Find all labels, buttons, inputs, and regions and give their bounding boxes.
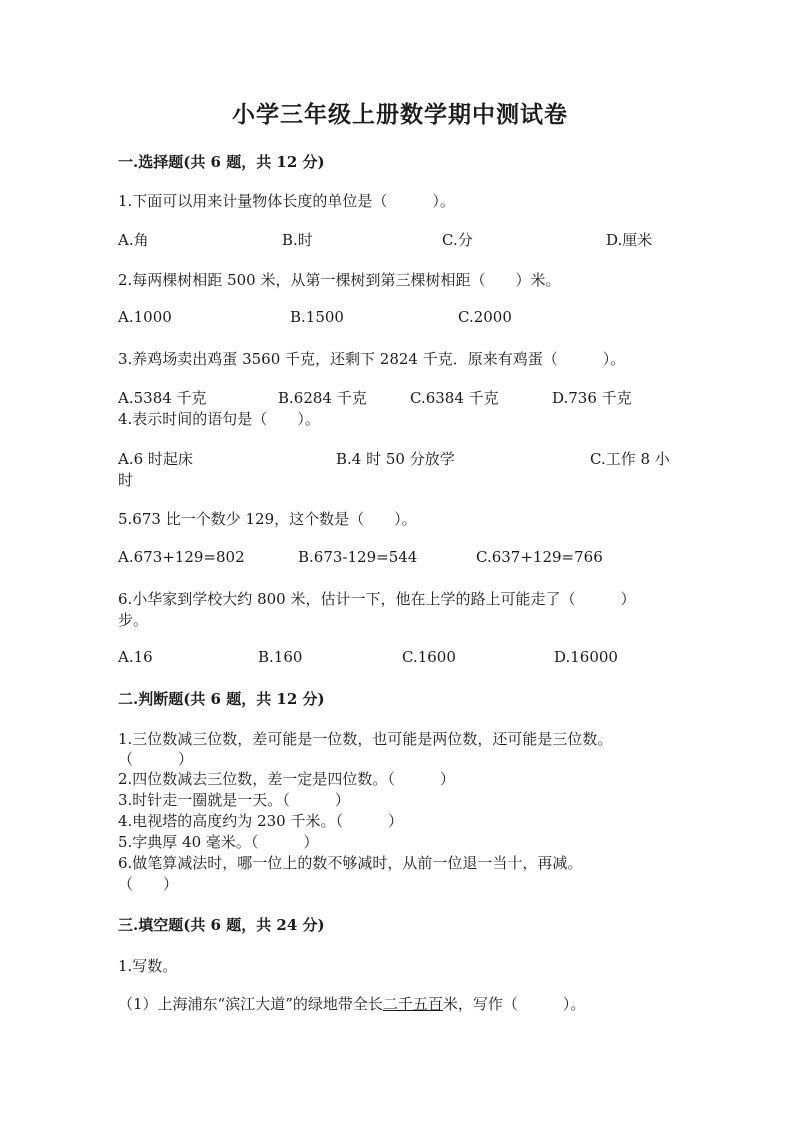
judge-item-6: 6.做笔算减法时，哪一位上的数不够减时，从前一位退一当十，再减。 (118, 854, 583, 872)
question-3: 3.养鸡场卖出鸡蛋 3560 千克，还剩下 2824 千克．原来有鸡蛋（ ）。 (118, 350, 626, 368)
question-2: 2.每两棵树相距 500 米，从第一棵树到第三棵树相距（ ）米。 (118, 271, 561, 289)
q3-option-c: C.6384 千克 (410, 389, 499, 407)
judge-item-2: 2.四位数减去三位数，差一定是四位数。（ ） (118, 770, 455, 788)
q4-option-c-wrap: 时 (118, 471, 134, 489)
q6-option-d: D.16000 (554, 648, 618, 666)
q4-option-a: A.6 时起床 (118, 450, 193, 468)
judge-item-3: 3.时针走一圈就是一天。（ ） (118, 791, 350, 809)
q1-option-c: C.分 (442, 231, 473, 249)
q1-option-a: A.角 (118, 231, 149, 249)
fill-sub-suffix: 米，写作（ ）。 (442, 995, 586, 1013)
judge-item-5: 5.字典厚 40 毫米。（ ） (118, 833, 319, 851)
fill-sub-underlined: 二千五百 (382, 995, 443, 1013)
q3-option-a: A.5384 千克 (118, 389, 207, 407)
fill-question-1-sub-1 (118, 993, 585, 1014)
q2-option-b: B.1500 (290, 308, 344, 326)
q6-option-a: A.16 (118, 648, 153, 666)
q2-option-a: A.1000 (118, 308, 172, 326)
q1-option-d: D.厘米 (606, 231, 653, 249)
q4-option-c: C.工作 8 小 (590, 450, 670, 468)
q4-option-b: B.4 时 50 分放学 (336, 450, 455, 468)
judge-item-1: 1.三位数减三位数，差可能是一位数，也可能是两位数，还可能是三位数。 (118, 730, 613, 748)
q5-option-c: C.637+129=766 (476, 548, 603, 566)
question-6-wrap: 步。 (118, 611, 149, 629)
judge-item-4: 4.电视塔的高度约为 230 千米。（ ） (118, 812, 403, 830)
q5-option-b: B.673-129=544 (298, 548, 418, 566)
section-heading-judge: 二.判断题(共 6 题，共 12 分) (118, 690, 325, 708)
question-4: 4.表示时间的语句是（ ）。 (118, 410, 320, 428)
q3-option-b: B.6284 千克 (278, 389, 367, 407)
section-heading-choice: 一.选择题(共 6 题，共 12 分) (118, 153, 325, 171)
q6-option-c: C.1600 (402, 648, 456, 666)
question-5: 5.673 比一个数少 129，这个数是（ ）。 (118, 510, 417, 528)
judge-item-1-blank: （ ） (118, 750, 194, 768)
q2-option-c: C.2000 (458, 308, 512, 326)
question-1: 1.下面可以用来计量物体长度的单位是（ ）。 (118, 192, 455, 210)
page-title: 小学三年级上册数学期中测试卷 (232, 101, 568, 128)
q5-option-a: A.673+129=802 (118, 548, 245, 566)
fill-sub-prefix: （1）上海浦东“滨江大道”的绿地带全长 (118, 995, 383, 1013)
q1-option-b: B.时 (282, 231, 313, 249)
judge-item-6-blank: （ ） (118, 875, 179, 893)
q6-option-b: B.160 (258, 648, 303, 666)
section-heading-fill: 三.填空题(共 6 题，共 24 分) (118, 916, 325, 934)
fill-question-1: 1.写数。 (118, 957, 178, 975)
q3-option-d: D.736 千克 (552, 389, 632, 407)
question-6: 6.小华家到学校大约 800 米，估计一下，他在上学的路上可能走了（ ） (118, 590, 636, 608)
